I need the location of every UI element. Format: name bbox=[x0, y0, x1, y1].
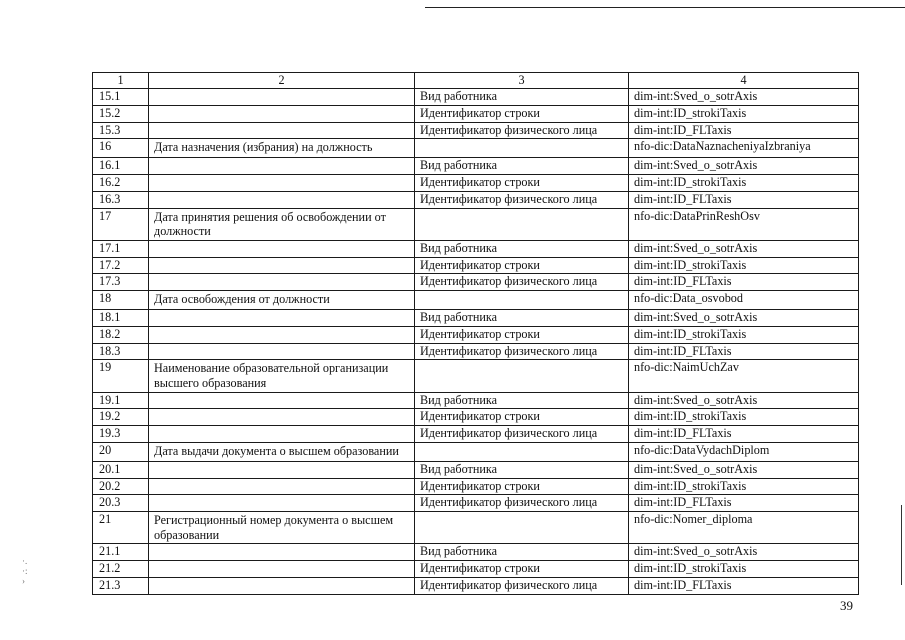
table-row bbox=[93, 139, 859, 158]
table-row bbox=[93, 274, 859, 291]
element-code-cell: dim-int:ID_FLTaxis bbox=[629, 495, 859, 512]
indicator-name-cell bbox=[149, 577, 415, 594]
dimension-cell bbox=[415, 512, 629, 544]
table-row bbox=[93, 478, 859, 495]
row-number-cell: 19.1 bbox=[93, 392, 149, 409]
indicator-name-cell bbox=[149, 274, 415, 291]
indicator-name-cell bbox=[149, 105, 415, 122]
row-number-cell: 20 bbox=[93, 442, 149, 461]
table-row bbox=[93, 544, 859, 561]
indicator-name-cell bbox=[149, 392, 415, 409]
element-code-cell: dim-int:Sved_o_sotrAxis bbox=[629, 240, 859, 257]
indicator-name-cell bbox=[149, 495, 415, 512]
right-margin-rule bbox=[901, 505, 902, 585]
table-row bbox=[93, 89, 859, 106]
page-number: 39 bbox=[840, 598, 853, 613]
table-row bbox=[93, 392, 859, 409]
table-row bbox=[93, 561, 859, 578]
row-number-cell: 15.1 bbox=[93, 89, 149, 106]
dimension-cell bbox=[415, 291, 629, 310]
dimension-cell: Вид работника bbox=[415, 309, 629, 326]
indicator-name-cell: Наименование образовательной организации высшего образования bbox=[149, 360, 415, 392]
element-code-cell: dim-int:Sved_o_sotrAxis bbox=[629, 544, 859, 561]
dimension-cell: Вид работника bbox=[415, 89, 629, 106]
row-number-cell: 17.2 bbox=[93, 257, 149, 274]
row-number-cell: 16 bbox=[93, 139, 149, 158]
dimension-cell bbox=[415, 208, 629, 240]
row-number-cell: 16.1 bbox=[93, 158, 149, 175]
table-row bbox=[93, 442, 859, 461]
row-number-cell: 18.3 bbox=[93, 343, 149, 360]
table-row bbox=[93, 326, 859, 343]
element-code-cell: dim-int:ID_FLTaxis bbox=[629, 274, 859, 291]
element-code-cell: nfo-dic:NaimUchZav bbox=[629, 360, 859, 392]
row-number-cell: 17.3 bbox=[93, 274, 149, 291]
table-row bbox=[93, 343, 859, 360]
dimension-cell: Идентификатор физического лица bbox=[415, 495, 629, 512]
row-number-cell: 15.3 bbox=[93, 122, 149, 139]
dimension-cell: Идентификатор строки bbox=[415, 409, 629, 426]
table-row bbox=[93, 191, 859, 208]
dimension-cell: Идентификатор строки bbox=[415, 257, 629, 274]
element-code-cell: dim-int:ID_FLTaxis bbox=[629, 426, 859, 443]
element-code-cell: dim-int:ID_FLTaxis bbox=[629, 343, 859, 360]
indicator-name-cell: Дата освобождения от должности bbox=[149, 291, 415, 310]
dimension-cell: Вид работника bbox=[415, 461, 629, 478]
row-number-cell: 15.2 bbox=[93, 105, 149, 122]
dimension-cell bbox=[415, 442, 629, 461]
indicator-name-cell: Дата выдачи документа о высшем образовании bbox=[149, 442, 415, 461]
indicator-name-cell: Дата назначения (избрания) на должность bbox=[149, 139, 415, 158]
row-number-cell: 16.3 bbox=[93, 191, 149, 208]
dimension-cell: Идентификатор физического лица bbox=[415, 122, 629, 139]
element-code-cell: dim-int:Sved_o_sotrAxis bbox=[629, 461, 859, 478]
indicator-name-cell bbox=[149, 326, 415, 343]
dimension-cell: Вид работника bbox=[415, 392, 629, 409]
row-number-cell: 18.1 bbox=[93, 309, 149, 326]
indicator-name-cell bbox=[149, 561, 415, 578]
scan-artifact-marks: ·. ·: › bbox=[22, 556, 28, 586]
indicator-name-cell bbox=[149, 158, 415, 175]
element-code-cell: nfo-dic:DataVydachDiplom bbox=[629, 442, 859, 461]
row-number-cell: 19 bbox=[93, 360, 149, 392]
header-col-2: 2 bbox=[149, 73, 415, 89]
row-number-cell: 21.1 bbox=[93, 544, 149, 561]
row-number-cell: 17.1 bbox=[93, 240, 149, 257]
dimension-cell: Идентификатор физического лица bbox=[415, 343, 629, 360]
element-code-cell: dim-int:ID_strokiTaxis bbox=[629, 326, 859, 343]
table-row bbox=[93, 495, 859, 512]
element-code-cell: dim-int:ID_strokiTaxis bbox=[629, 257, 859, 274]
indicator-name-cell bbox=[149, 409, 415, 426]
element-code-cell: dim-int:ID_strokiTaxis bbox=[629, 105, 859, 122]
table-row bbox=[93, 512, 859, 544]
header-col-1: 1 bbox=[93, 73, 149, 89]
dimension-cell: Идентификатор строки bbox=[415, 174, 629, 191]
row-number-cell: 18.2 bbox=[93, 326, 149, 343]
table-row bbox=[93, 409, 859, 426]
dimension-cell: Вид работника bbox=[415, 544, 629, 561]
table-row bbox=[93, 360, 859, 392]
table-row bbox=[93, 240, 859, 257]
element-code-cell: dim-int:Sved_o_sotrAxis bbox=[629, 309, 859, 326]
element-code-cell: dim-int:ID_FLTaxis bbox=[629, 122, 859, 139]
indicator-name-cell bbox=[149, 122, 415, 139]
table-row bbox=[93, 208, 859, 240]
indicator-name-cell: Дата принятия решения об освобождении от должности bbox=[149, 208, 415, 240]
row-number-cell: 20.2 bbox=[93, 478, 149, 495]
indicator-name-cell bbox=[149, 343, 415, 360]
dimension-cell: Вид работника bbox=[415, 240, 629, 257]
row-number-cell: 19.3 bbox=[93, 426, 149, 443]
indicator-name-cell bbox=[149, 544, 415, 561]
header-row bbox=[93, 73, 859, 89]
taxonomy-table bbox=[92, 72, 859, 595]
table-body bbox=[93, 89, 859, 595]
element-code-cell: dim-int:ID_strokiTaxis bbox=[629, 174, 859, 191]
header-col-4: 4 bbox=[629, 73, 859, 89]
row-number-cell: 18 bbox=[93, 291, 149, 310]
dimension-cell: Идентификатор строки bbox=[415, 326, 629, 343]
dimension-cell: Идентификатор физического лица bbox=[415, 426, 629, 443]
element-code-cell: dim-int:Sved_o_sotrAxis bbox=[629, 158, 859, 175]
element-code-cell: dim-int:ID_strokiTaxis bbox=[629, 478, 859, 495]
table-row bbox=[93, 158, 859, 175]
dimension-cell: Идентификатор строки bbox=[415, 105, 629, 122]
row-number-cell: 17 bbox=[93, 208, 149, 240]
table-row bbox=[93, 291, 859, 310]
indicator-name-cell bbox=[149, 174, 415, 191]
dimension-cell: Вид работника bbox=[415, 158, 629, 175]
table-row bbox=[93, 309, 859, 326]
indicator-name-cell bbox=[149, 309, 415, 326]
element-code-cell: dim-int:ID_strokiTaxis bbox=[629, 409, 859, 426]
row-number-cell: 21.2 bbox=[93, 561, 149, 578]
table-row bbox=[93, 257, 859, 274]
header-col-3: 3 bbox=[415, 73, 629, 89]
table-row bbox=[93, 174, 859, 191]
row-number-cell: 21 bbox=[93, 512, 149, 544]
indicator-name-cell: Регистрационный номер документа о высшем образовании bbox=[149, 512, 415, 544]
indicator-name-cell bbox=[149, 426, 415, 443]
dimension-cell: Идентификатор физического лица bbox=[415, 274, 629, 291]
indicator-name-cell bbox=[149, 461, 415, 478]
element-code-cell: dim-int:ID_FLTaxis bbox=[629, 577, 859, 594]
row-number-cell: 21.3 bbox=[93, 577, 149, 594]
dimension-cell: Идентификатор физического лица bbox=[415, 577, 629, 594]
table-row bbox=[93, 577, 859, 594]
dimension-cell: Идентификатор строки bbox=[415, 561, 629, 578]
dimension-cell: Идентификатор строки bbox=[415, 478, 629, 495]
element-code-cell: dim-int:ID_strokiTaxis bbox=[629, 561, 859, 578]
row-number-cell: 20.3 bbox=[93, 495, 149, 512]
row-number-cell: 20.1 bbox=[93, 461, 149, 478]
indicator-name-cell bbox=[149, 240, 415, 257]
element-code-cell: nfo-dic:DataNaznacheniyaIzbraniya bbox=[629, 139, 859, 158]
element-code-cell: dim-int:Sved_o_sotrAxis bbox=[629, 89, 859, 106]
indicator-name-cell bbox=[149, 478, 415, 495]
element-code-cell: nfo-dic:Nomer_diploma bbox=[629, 512, 859, 544]
indicator-name-cell bbox=[149, 191, 415, 208]
row-number-cell: 16.2 bbox=[93, 174, 149, 191]
table-row bbox=[93, 105, 859, 122]
top-rule bbox=[425, 7, 905, 8]
element-code-cell: nfo-dic:DataPrinReshOsv bbox=[629, 208, 859, 240]
element-code-cell: dim-int:ID_FLTaxis bbox=[629, 191, 859, 208]
row-number-cell: 19.2 bbox=[93, 409, 149, 426]
dimension-cell: Идентификатор физического лица bbox=[415, 191, 629, 208]
element-code-cell: nfo-dic:Data_osvobod bbox=[629, 291, 859, 310]
dimension-cell bbox=[415, 360, 629, 392]
indicator-name-cell bbox=[149, 257, 415, 274]
table-row bbox=[93, 426, 859, 443]
table-row bbox=[93, 461, 859, 478]
indicator-name-cell bbox=[149, 89, 415, 106]
element-code-cell: dim-int:Sved_o_sotrAxis bbox=[629, 392, 859, 409]
table-row bbox=[93, 122, 859, 139]
dimension-cell bbox=[415, 139, 629, 158]
